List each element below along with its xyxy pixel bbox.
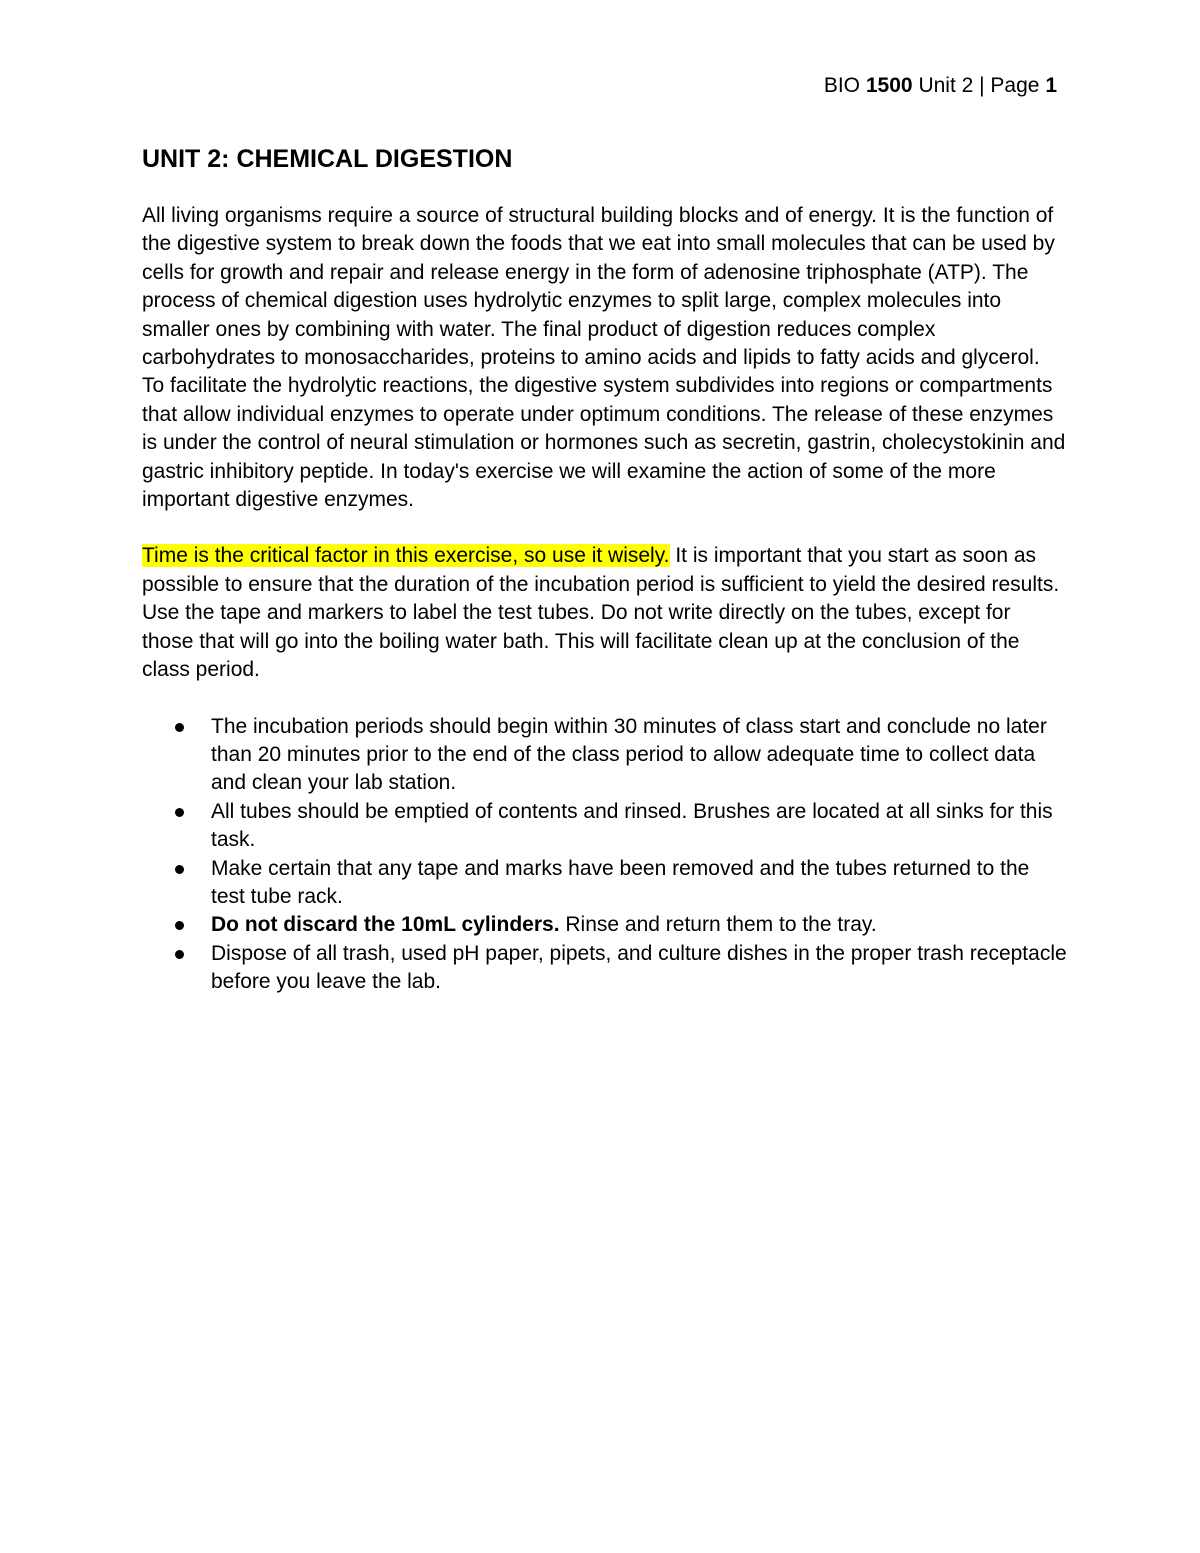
list-item [142,798,1067,855]
list-item-text: The incubation periods should begin within 30 minutes of class start and conclude no later than 20 minutes prior to the end of the class period to allow adequate time to collect data and clean your lab station. [211,714,1047,795]
document-title: UNIT 2: CHEMICAL DIGESTION [142,145,513,173]
list-item [142,911,1067,939]
bullet-icon [175,921,184,930]
list-item-text: All tubes should be emptied of contents and rinsed. Brushes are located at all sinks for this task. [211,799,1053,852]
list-item-bold: Do not discard the 10mL cylinders. [211,913,560,937]
highlighted-sentence: Time is the critical factor in this exercise, so use it wisely. [142,544,670,568]
time-paragraph-rest: It is important that you start as soon as possible to ensure that the duration of the incubation period is sufficient to yield the desired results. Use the tape and markers to label the test tubes. Do not write directly on the tubes, except for those that will go into the boiling water bath. This will facilitate clean up at the conclusion of the class period. [142,544,1060,682]
list-item [142,713,1067,798]
list-item [142,855,1067,912]
list-item-text: Dispose of all trash, used pH paper, pipets, and culture dishes in the proper trash receptacle before you leave the lab. [211,941,1067,994]
bullet-icon [175,723,184,732]
list-item [142,940,1067,997]
page-header [824,72,1057,100]
intro-paragraph: All living organisms require a source of structural building blocks and of energy. It is the function of the digestive system to break down the foods that we eat into small molecules that can be used by cells for growth and repair and release energy in the form of adenosine triphosphate (ATP). The process of chemical digestion uses hydrolytic enzymes to split large, complex molecules into smaller ones by combining with water. The final product of digestion reduces complex carbohydrates to monosaccharides, proteins to amino acids and lipids to fatty acids and glycerol. To facilitate the hydrolytic reactions, the digestive system subdivides into regions or compartments that allow individual enzymes to operate under optimum conditions. The release of these enzymes is under the control of neural stimulation or hormones such as secretin, gastrin, cholecystokinin and gastric inhibitory peptide. In today's exercise we will examine the action of some of the more important digestive enzymes. [142,204,1066,512]
bullet-icon [175,865,184,874]
time-paragraph [142,542,1067,684]
bullet-icon [175,808,184,817]
bullet-icon [175,950,184,959]
header-course-number: 1500 [865,74,913,97]
header-course: BIO [823,74,861,97]
header-page-number: 1 [1045,74,1057,97]
cleanup-list [142,713,1067,997]
header-unit-label: Unit 2 | Page [918,74,1040,97]
list-item-text: Make certain that any tape and marks have been removed and the tubes returned to the test tube rack. [211,856,1030,908]
document-body [142,142,1067,997]
list-item-text: Rinse and return them to the tray. [559,913,877,937]
